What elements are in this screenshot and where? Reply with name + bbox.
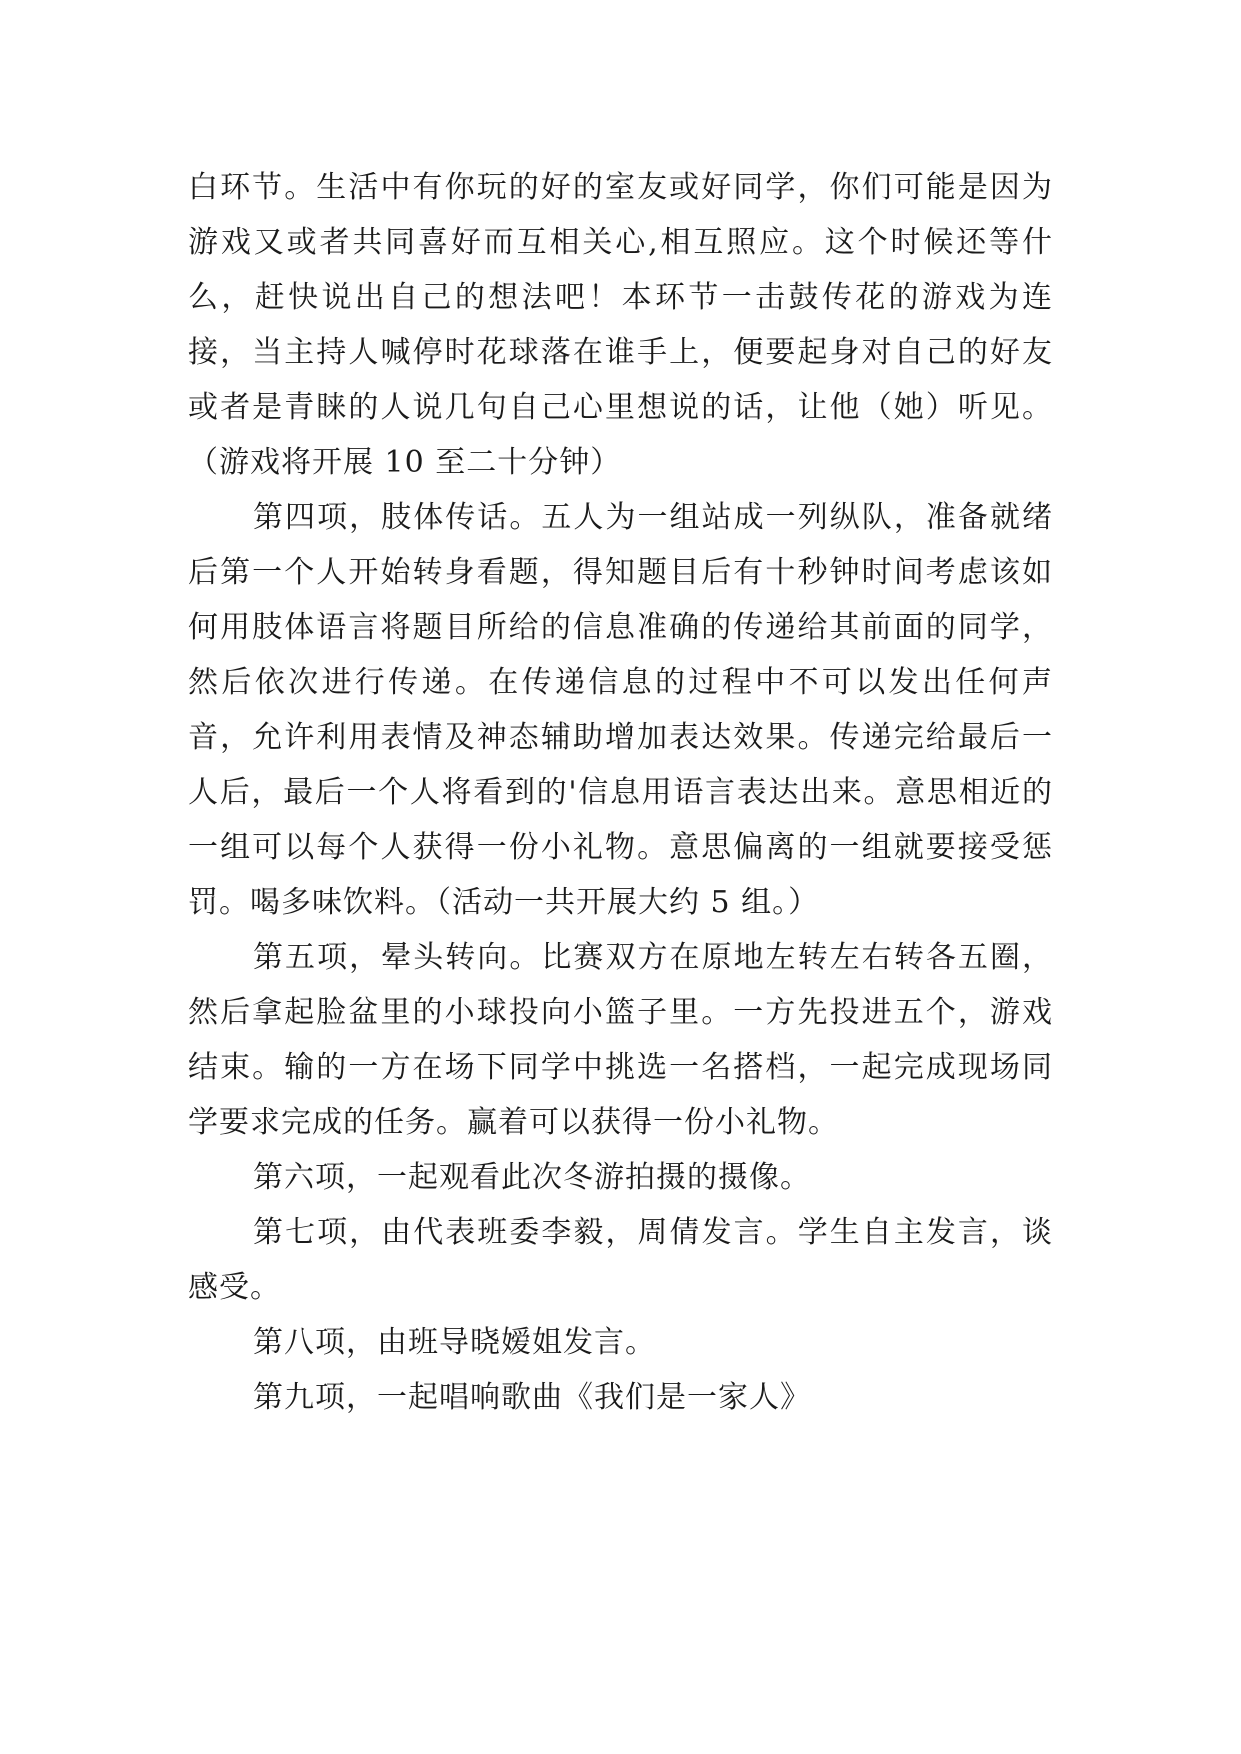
paragraph-item-nine: 第九项，一起唱响歌曲《我们是一家人》 <box>253 1380 811 1415</box>
document-body <box>188 160 1053 1425</box>
paragraph-item-five: 第五项，晕头转向。比赛双方在原地左转左右转各五圈，然后拿起脸盆里的小球投向小篮子里。一方先投进五个，游戏结束。输的一方在场下同学中挑选一名搭档，一起完成现场同学要求完成的任务。赢着可以获得一份小礼物。 <box>188 940 1053 1140</box>
paragraph-item-eight: 第八项，由班导晓嫒姐发言。 <box>253 1325 656 1360</box>
paragraph-item-four: 第四项，肢体传话。五人为一组站成一列纵队，准备就绪后第一个人开始转身看题，得知题目后有十秒钟时间考虑该如何用肢体语言将题目所给的信息准确的传递给其前面的同学，然后依次进行传递。在传递信息的过程中不可以发出任何声音，允许利用表情及神态辅助增加表达效果。传递完给最后一人后，最后一个人将看到的'信息用语言表达出来。意思相近的一组可以每个人获得一份小礼物。意思偏离的一组就要接受惩罚。喝多味饮料。（活动一共开展大约 5 组。） <box>188 500 1053 920</box>
paragraph-item-six: 第六项，一起观看此次冬游拍摄的摄像。 <box>253 1160 811 1195</box>
paragraph-continued-activity: 白环节。生活中有你玩的好的室友或好同学，你们可能是因为游戏又或者共同喜好而互相关心,相互照应。这个时候还等什么，赶快说出自己的想法吧！本环节一击鼓传花的游戏为连接，当主持人喊停时花球落在谁手上，便要起身对自己的好友或者是青睐的人说几句自己心里想说的话，让他（她）听见。（游戏将开展 10 至二十分钟） <box>188 170 1053 480</box>
paragraph-item-seven: 第七项，由代表班委李毅，周倩发言。学生自主发言，谈感受。 <box>188 1215 1053 1305</box>
